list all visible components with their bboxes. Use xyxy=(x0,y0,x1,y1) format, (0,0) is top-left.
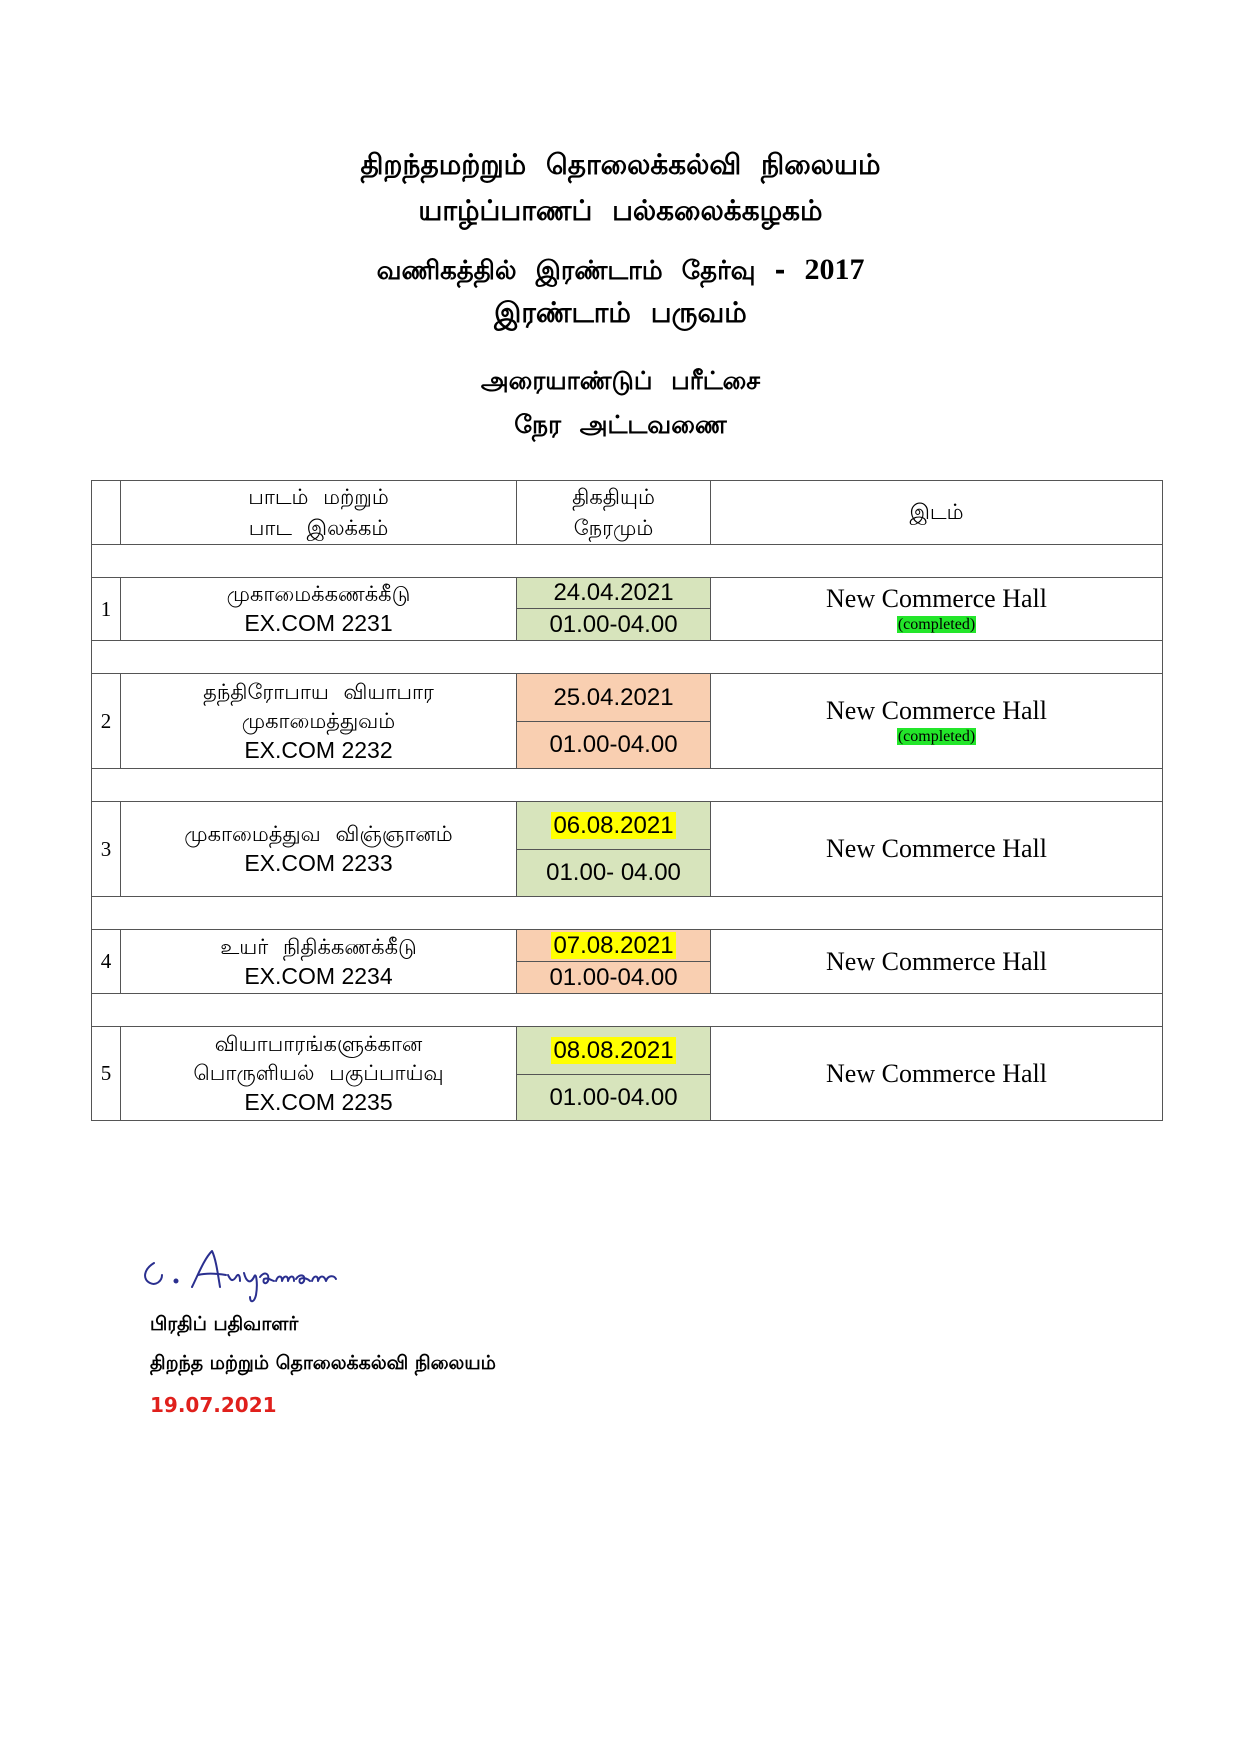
exam-time: 01.00- 04.00 xyxy=(517,850,711,897)
exam-type-title: அரையாண்டுப் பரீட்சை xyxy=(480,366,761,395)
signature-image xyxy=(140,1245,390,1305)
venue-cell xyxy=(711,1027,1163,1121)
issue-date: 19.07.2021 xyxy=(150,1393,277,1417)
exam-date-cell xyxy=(517,802,711,850)
table-row xyxy=(92,1027,1163,1075)
spacer-row xyxy=(92,994,1163,1027)
subject-name-line1: வியாபாரங்களுக்கான xyxy=(214,1032,423,1056)
institute-name: திறந்த மற்றும் தொலைக்கல்வி நிலையம் xyxy=(150,1352,496,1374)
exam-time: 01.00-04.00 xyxy=(517,609,711,641)
exam-title xyxy=(0,253,1241,289)
exam-date: 08.08.2021 xyxy=(553,1036,674,1064)
table-row xyxy=(92,930,1163,962)
header-date-cell xyxy=(517,481,711,545)
exam-date-cell xyxy=(517,1027,711,1075)
exam-time: 01.00-04.00 xyxy=(517,1075,711,1121)
subject-name: உயர் நிதிக்கணக்கீடு xyxy=(220,934,417,959)
header-date-line2: நேரமும் xyxy=(573,515,654,540)
status-badge: (completed) xyxy=(897,616,976,633)
venue-cell xyxy=(711,802,1163,897)
exam-date: 06.08.2021 xyxy=(553,811,674,839)
subject-code: EX.COM 2234 xyxy=(244,962,393,989)
spacer-row xyxy=(92,897,1163,930)
subject-code: EX.COM 2235 xyxy=(244,1089,393,1115)
timetable-title: நேர அட்டவணை xyxy=(514,410,727,439)
institute-title: திறந்தமற்றும் தொலைக்கல்வி நிலையம் xyxy=(360,148,881,181)
subject-name-line2: பொருளியல் பகுப்பாய்வு xyxy=(193,1061,444,1085)
spacer-row xyxy=(92,545,1163,578)
header-number-cell xyxy=(92,481,121,545)
subject-cell xyxy=(121,674,517,769)
subject-cell xyxy=(121,930,517,994)
subject-cell xyxy=(121,802,517,897)
venue-name: New Commerce Hall xyxy=(826,584,1047,613)
venue-name: New Commerce Hall xyxy=(826,1058,1047,1088)
exam-date: 25.04.2021 xyxy=(517,674,711,722)
venue-name: New Commerce Hall xyxy=(826,946,1047,976)
university-title: யாழ்ப்பாணப் பல்கலைக்கழகம் xyxy=(418,194,823,227)
timetable xyxy=(91,480,1163,1121)
row-number: 5 xyxy=(92,1027,121,1121)
table-row xyxy=(92,802,1163,850)
subject-cell xyxy=(121,578,517,641)
row-number: 4 xyxy=(92,930,121,994)
header-subject-line1: பாடம் மற்றும் xyxy=(248,484,389,509)
row-number: 3 xyxy=(92,802,121,897)
venue-name: New Commerce Hall xyxy=(826,696,1047,725)
row-number: 2 xyxy=(92,674,121,769)
subject-code: EX.COM 2232 xyxy=(244,736,393,763)
exam-time: 01.00-04.00 xyxy=(517,962,711,994)
table-row xyxy=(92,578,1163,609)
venue-name: New Commerce Hall xyxy=(826,834,1047,863)
exam-title-text: வணிகத்தில் இரண்டாம் தேர்வு - xyxy=(376,256,805,286)
subject-name-line1: தந்திரோபாய வியாபார xyxy=(203,679,434,704)
venue-cell xyxy=(711,930,1163,994)
spacer-row xyxy=(92,641,1163,674)
subject-code: EX.COM 2231 xyxy=(244,610,393,636)
spacer-row xyxy=(92,769,1163,802)
exam-date: 24.04.2021 xyxy=(517,578,711,609)
header-subject-line2: பாட இலக்கம் xyxy=(248,515,389,540)
exam-date: 07.08.2021 xyxy=(553,931,674,959)
header-venue-cell: இடம் xyxy=(711,481,1163,545)
exam-time: 01.00-04.00 xyxy=(517,722,711,769)
row-number: 1 xyxy=(92,578,121,641)
table-row xyxy=(92,674,1163,722)
status-badge: (completed) xyxy=(897,728,976,745)
subject-code: EX.COM 2233 xyxy=(244,850,393,876)
subject-name: முகாமைக்கணக்கீடு xyxy=(226,582,411,606)
exam-date-cell xyxy=(517,930,711,962)
subject-name: முகாமைத்துவ விஞ்ஞானம் xyxy=(184,822,453,846)
subject-cell xyxy=(121,1027,517,1121)
table-header-row xyxy=(92,481,1163,545)
exam-year: 2017 xyxy=(804,253,865,286)
designation: பிரதிப் பதிவாளர் xyxy=(150,1313,299,1335)
header-date-line1: திகதியும் xyxy=(572,484,655,509)
venue-cell xyxy=(711,674,1163,769)
venue-cell xyxy=(711,578,1163,641)
subject-name-line2: முகாமைத்துவம் xyxy=(241,708,396,733)
header-subject-cell xyxy=(121,481,517,545)
semester-title: இரண்டாம் பருவம் xyxy=(494,296,747,329)
